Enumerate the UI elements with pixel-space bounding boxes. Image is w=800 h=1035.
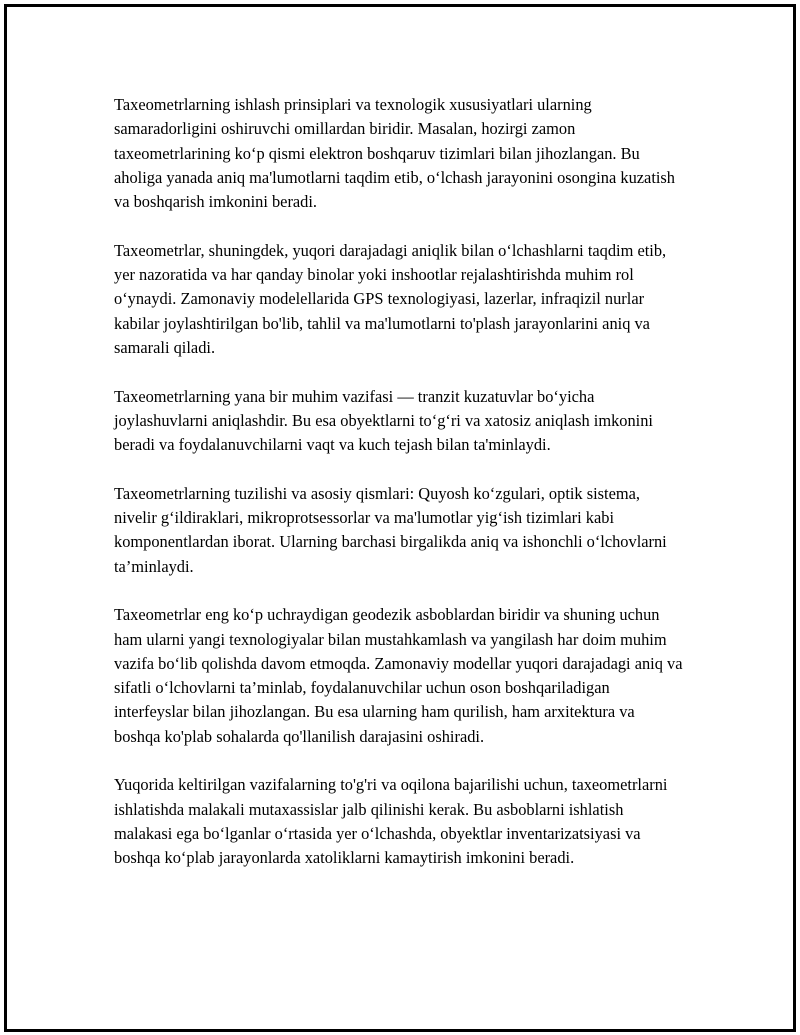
paragraph-5: Taxeometrlar eng koʻp uchraydigan geodezik asboblardan biridir va shuning uchun ham ularni yangi texnologiyalar bilan mustahkamlash va yangilash har doim muhim vazifa boʻlib qolishda davom etmoqda. Zamonaviy modellar yuqori darajadagi aniq va sifatli oʻlchovlarni ta’minlab, foydalanuvchilar uchun oson boshqariladigan interfeyslar bilan jihozlangan. Bu esa ularning ham qurilish, ham arxitektura va boshqa ko'plab sohalarda qo'llanilish darajasini oshiradi. [114, 605, 683, 746]
paragraph-1: Taxeometrlarning ishlash prinsiplari va texnologik xususiyatlari ularning samaradorligini oshiruvchi omillardan biridir. Masalan, hozirgi zamon taxeometrlarining koʻp qismi elektron boshqaruv tizimlari bilan jihozlangan. Bu aholiga yanada aniq ma'lumotlarni taqdim etib, oʻlchash jarayonini osongina kuzatish va boshqarish imkonini beradi. [114, 95, 675, 212]
paragraph-3: Taxeometrlarning yana bir muhim vazifasi — tranzit kuzatuvlar boʻyicha joylashuvlarni aniqlashdir. Bu esa obyektlarni toʻgʻri va xatosiz aniqlash imkonini beradi va foydalanuvchilarni vaqt va kuch tejash bilan ta'minlaydi. [114, 386, 653, 455]
paragraph-2: Taxeometrlar, shuningdek, yuqori darajadagi aniqlik bilan oʻlchashlarni taqdim etib, yer nazoratida va har qanday binolar yoki inshootlar rejalashtirishda muhim rol oʻynaydi. Zamonaviy modelellarida GPS texnologiyasi, lazerlar, infraqizil nurlar kabilar joylashtirilgan bo'lib, tahlil va ma'lumotlarni to'plash jarayonlarini aniq va samarali qiladi. [114, 240, 667, 357]
paragraph-6: Yuqorida keltirilgan vazifalarning to'g'ri va oqilona bajarilishi uchun, taxeometrlarni ishlatishda malakali mutaxassislar jalb qilinishi kerak. Bu asboblarni ishlatish malakasi ega boʻlganlar oʻrtasida yer oʻlchashda, obyektlar inventarizatsiyasi va boshqa koʻplab jarayonlarda xatoliklarni kamaytirish imkonini beradi. [114, 775, 668, 868]
document-body [114, 93, 684, 895]
paragraph-4: Taxeometrlarning tuzilishi va asosiy qismlari: Quyosh koʻzgulari, optik sistema, nivelir gʻildiraklari, mikroprotsessorlar va ma'lumotlar yigʻish tizimlari kabi komponentlardan iborat. Ularning barchasi birgalikda aniq va ishonchli oʻlchovlarni ta’minlaydi. [114, 483, 667, 576]
